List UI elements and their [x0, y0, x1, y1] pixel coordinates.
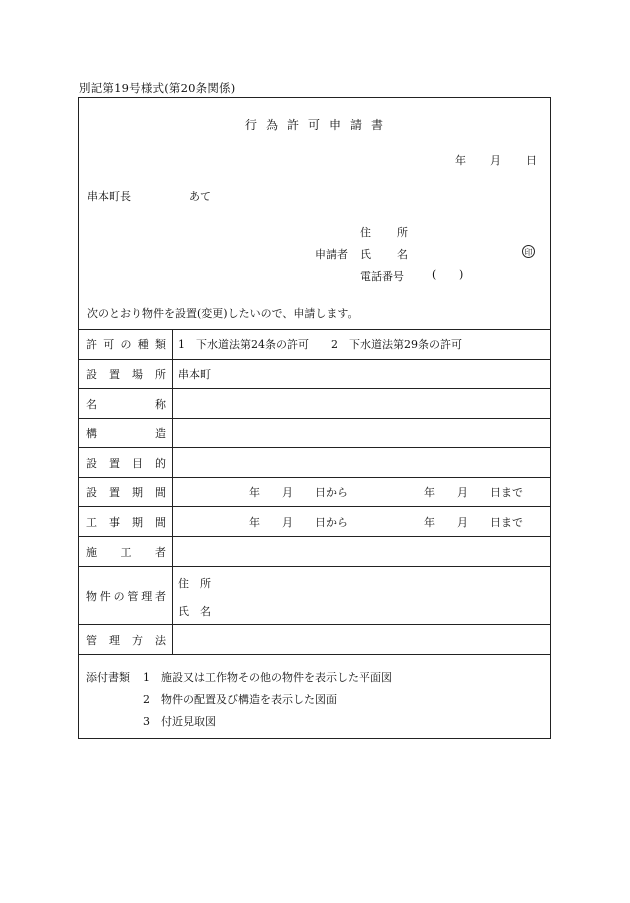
phone-paren-open: (: [432, 268, 437, 281]
applicant-label: 申請者: [315, 248, 348, 261]
name-label-1: 氏: [360, 248, 371, 261]
contractor-row: [79, 537, 550, 567]
attachment-item-2: 2 物件の配置及び構造を表示した図面: [143, 693, 337, 706]
addressee: 串本町長: [87, 190, 131, 203]
phone-label: 電話番号: [360, 270, 404, 283]
permit-type-row: [79, 329, 550, 360]
contractor-label: 施 工 者: [79, 537, 173, 566]
purpose-label: 設 置 目 的: [79, 448, 173, 477]
phone-paren-close: ): [459, 268, 464, 281]
attachment-item-3: 3 付近見取図: [143, 715, 216, 728]
manager-row: [79, 567, 550, 625]
location-label: 設 置 場 所: [79, 360, 173, 388]
form-header: [79, 98, 550, 330]
name-label-2: 名: [397, 248, 408, 261]
work-period-from: 年 月 日から: [249, 515, 348, 529]
attachments-label: 添付書類: [86, 671, 130, 684]
name-value: [173, 389, 550, 418]
purpose-row: [79, 448, 550, 478]
manager-address-label: 住 所: [178, 577, 211, 590]
structure-label: 構 造: [79, 419, 173, 447]
addressee-suffix: あて: [189, 190, 211, 203]
permit-type-label: 許 可 の 種 類: [79, 329, 173, 359]
management-method-row: [79, 625, 550, 655]
management-method-value: [173, 625, 550, 654]
name-row: [79, 389, 550, 419]
address-label-1: 住: [360, 226, 371, 239]
management-method-label: 管 理 方 法: [79, 625, 173, 654]
manager-name-label: 氏 名: [178, 605, 211, 618]
work-period-row: [79, 507, 550, 537]
attachment-item-1: 1 施設又は工作物その他の物件を表示した平面図: [143, 671, 392, 684]
location-row: [79, 360, 550, 389]
location-value: 串本町: [178, 368, 211, 381]
work-period-to: 年 月 日まで: [424, 515, 523, 529]
install-period-label: 設 置 期 間: [79, 478, 173, 506]
manager-label: 物 件 の 管 理 者: [79, 567, 173, 624]
work-period-label: 工 事 期 間: [79, 507, 173, 536]
install-period-to: 年 月 日まで: [424, 486, 523, 499]
structure-value: [173, 419, 550, 447]
purpose-value: [173, 448, 550, 477]
name-field-label: 名 称: [79, 389, 173, 418]
seal-icon: 印: [522, 245, 535, 258]
structure-row: [79, 419, 550, 448]
contractor-value: [173, 537, 550, 566]
install-period-from: 年 月 日から: [249, 486, 348, 499]
intro-text: 次のとおり物件を設置(変更)したいので、申請します。: [87, 307, 359, 320]
form-caption: 別記第19号様式(第20条関係): [79, 81, 236, 95]
date-day-label: 日: [526, 154, 537, 167]
date-month-label: 月: [490, 154, 501, 167]
form-title: 行為許可申請書: [244, 118, 392, 132]
address-label-2: 所: [397, 226, 408, 239]
permit-type-value: 1 下水道法第24条の許可 2 下水道法第29条の許可: [178, 338, 462, 351]
date-year-label: 年: [455, 154, 466, 167]
install-period-row: [79, 478, 550, 507]
application-form: [78, 97, 551, 739]
